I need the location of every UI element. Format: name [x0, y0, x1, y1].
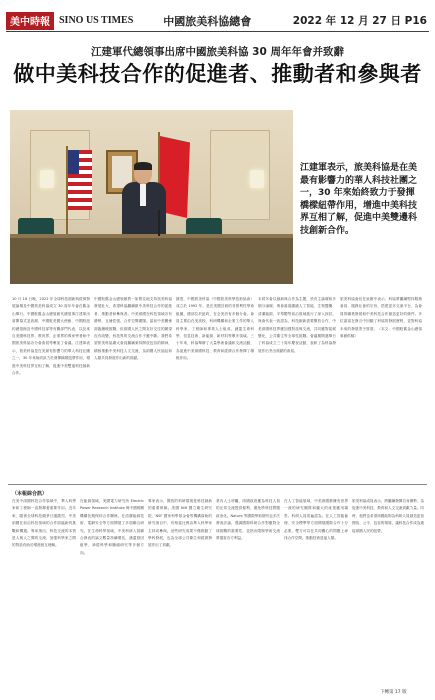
speaker-hair	[134, 162, 152, 170]
lower-column-3: 專家表示，開放的科研環境是科技創新的重要保障。美國 NIH 國立衛生研究院、NSF 國家科學基金會等機構資助的研究項目中，有相當比例由華人科學家主持或參與。這些研究成果不僅推動了學科發展，也為全球公共衛生和經濟發展作出了貢獻。	[148, 499, 212, 548]
article-column-4: 本屆年會以創新與合作為主題，設有主論壇和多個分論壇，與會嘉賓圍繞人工智能、生物醫藥、清潔能源、半導體等前沿領域進行了深入探討。與會代表一致認為，科技創新需要開放合作，中美兩國科技界應加強對話與交流，共同應對氣候變化、公共衛生等全球性挑戰。會議期間還舉行了科協成立三十周年慶祝活動，表彰了為科協發展作出突出貢獻的會員。	[258, 297, 336, 353]
publication-name: SINO US TIMES	[59, 15, 134, 26]
article-column-5: 旅美科協會長在致辭中表示，科協將繼續堅持服務會員、服務社會的宗旨，搭建更多交流平台，為會員的職業發展和中美科技合作創造更好的條件。多位嘉賓在發言中回顧了科協的發展歷程，並對科協未來的發展寄予厚望。（本文：中國駐舊金山總領事館供稿）	[340, 297, 422, 339]
us-flag-icon	[68, 150, 92, 210]
continued-notice: 下轉第 17 版	[380, 690, 407, 695]
publication-logo: 美中時報	[6, 12, 54, 30]
article-photo	[10, 110, 293, 284]
lower-column-1: 在美中兩國科技合作領域中，華人科學家和工程師一直發揮著重要作用。近年來，隨著全球科技競爭日趨激烈，中美兩國在前沿科技領域的合作面臨新的挑戰和機遇。專家指出，科技交流的本質是人與人之間的交流，加強科學家之間的對話有助於增進相互理解。	[12, 499, 76, 548]
lower-column-2: 在能源領域，美國電力研究所 Electric Power Research Institute 與中國相關機構長期保持合作關係，在清潔能源技術、電網安全等方面開展了多項聯合研究。在生命科學領域，中美科研人員聯合發表的論文數量持續增長，涵蓋基因組學、神經科學和腫瘤研究等多個方向。	[80, 499, 144, 555]
section-title: 中國旅美科協總會	[163, 14, 252, 28]
issue-date: 2022 年 12 月 27 日 P16	[292, 15, 427, 27]
article-column-1: 10 月 18 日晚，2022 年全球科技創新與經濟發展論壇及中國旅美科協成立 30 周年年會在舊金山舉行。中國駐舊金山總領館代總領事江建軍出席開幕式並致辭，中國駐美國大使館、中國駐紐約總領館及中國科技部等有關部門代表，以及來自美國科技界、教育界、企業界的專家學者和中國旅美科協各分會會員等參加了會議。江建軍表示，旅美科協是在美最有影響力的華人科技社團之一，30 年來始終致力於發揮橋樑紐帶作用，增進中美科技界互相了解，促進中美雙邊科技創新合作。	[12, 297, 90, 376]
article-subhead: 江建軍代總領事出席中國旅美科協 30 周年年會并致辭	[91, 46, 344, 58]
lower-column-4: 業內人士呼籲，兩國政府應為科技人員的正常交流提供便利，避免將科技問題政治化。Nature 等國際學術期刊也多次發表評論，強調國際科研合作對應對全球挑戰的重要性，並指出限制學術交流將損害各方利益。	[216, 499, 280, 541]
section-divider	[8, 484, 427, 485]
wall-lamp	[250, 170, 264, 188]
article-column-3: 據悉，中國旅美科協（中國旅美科學技術協會）成立於 1992 年，是在美國註冊的非營利性學術組織，總部位於紐約，在全美設有多個分會。會員主要由在美高校、科研機構和企業工作的華人科學家、工程師和專業人士組成，涵蓋生命科學、信息技術、新能源、新材料等眾多領域。三十年來，科協舉辦了大量學術會議和交流活動，為促進中美兩國科技、教育和經濟合作發揮了積極作用。	[176, 297, 254, 361]
microphone-icon	[158, 210, 160, 236]
article-headline: 做中美科技合作的促進者、推動者和參與者	[13, 62, 422, 86]
speaker-shirt	[140, 184, 146, 206]
article-column-2: 中國駐舊金山總領館將一如既往地支持旅美科協發展壯大，希望科協繼續做中美科技合作的促進者、推動者和參與者。中美兩國在科技領域各有優勢，互補性強，合作空間廣闊。當前中美關係面臨嚴峻挑戰，但兩國人民之間友好交往的願望沒有改變，科技界的交流合作不應中斷。我們希望旅美科協廣大會員繼續秉持開放包容的精神，積極推動中美科技人文交流，為兩國人民福祉和人類共同發展作出新的貢獻。	[94, 297, 172, 361]
wall-lamp	[40, 170, 54, 188]
lower-article-kicker: （本報綜合訊）	[12, 491, 48, 497]
desk	[10, 238, 293, 284]
lower-column-6: 旅美科協成員表示，將繼續發揮自身優勢，為促進中美科技、教育和人文交流貢獻力量。同時，他們也希望兩國能夠為科研人員創造更加開放、公平、包容的環境，讓科技合作成為連接兩國人民的紐帶。	[352, 499, 424, 533]
photo-caption: 江建軍表示，旅美科協是在美最有影響力的華人科技社團之一，30 年來始終致力于發揮橋樑紐帶作用，增進中美科技界互相了解，促進中美雙邊科技創新合作。	[300, 163, 418, 236]
masthead	[6, 10, 429, 32]
lower-column-5: 在人工智能領域，中美兩國都擁有世界一流的研究團隊和龐大的產業應用場景。科研人員普遍認為，在人工智能倫理、安全標準等方面開展國際合作十分必要，雙方可以在共同關心的問題上尋找合作空間，推動技術造福人類。	[284, 499, 348, 541]
